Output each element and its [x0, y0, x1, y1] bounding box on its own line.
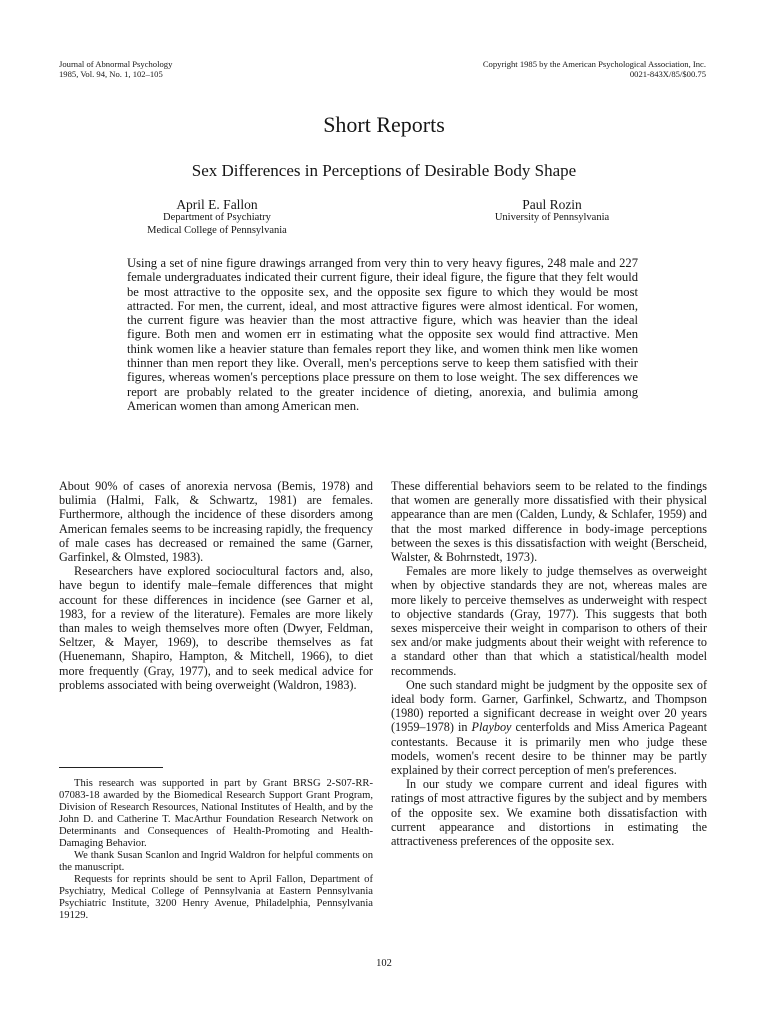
footnote-funding: This research was supported in part by Grant BRSG 2-S07-RR-07083-18 awarded by the Biomedical Research Support Grant Program, Division of Research Resources, National Institutes of Health, and by the John D. and Catherine T. MacArthur Foundation Research Network on Determinants and Consequences of Health-Promoting and Health-Damaging Behavior.: [59, 778, 373, 849]
text-run: One such standard might be judgment by the opposite sex of ideal body form. Garner, Garfinkel, Schwartz, and Thompson (1980) reported a significant decrease in weight over 20 years (1959–1978) in: [391, 677, 707, 735]
italic-journal-name: Playboy: [471, 720, 512, 735]
issn-line: 0021-843X/85/$00.75: [629, 68, 706, 79]
author-affiliation: University of Pennsylvania: [494, 212, 610, 223]
author-name: Paul Rozin: [522, 197, 582, 212]
body-paragraph: These differential behaviors seem to be related to the findings that women are generally more dissatisfied with their physical appearance than are men (Calden, Lundy, & Schlafer, 1959) and that the most marked difference in body-image perceptions between the sexes is this dissatisfaction with weight (Berscheid, Walster, & Bohrnstedt, 1973).: [391, 479, 707, 565]
author-affiliation: Medical College of Pennsylvania: [147, 224, 287, 236]
author-name: April E. Fallon: [176, 197, 258, 212]
body-paragraph: In our study we compare current and ideal figures with ratings of most attractive figures by the subject and by members of the opposite sex. We examine both dissatisfaction with current appearance and distortions in estimating the attractiveness preferences of the opposite sex.: [391, 777, 707, 849]
footnote-reprints: Requests for reprints should be sent to April Fallon, Department of Psychiatry, Medical College of Pennsylvania at Eastern Pennsylvania Psychiatric Institute, 3200 Henry Avenue, Philadelphia, Pennsylvania 19129.: [59, 874, 373, 921]
journal-citation: [59, 60, 172, 79]
page-number: 102: [376, 958, 392, 969]
article-title: Sex Differences in Perceptions of Desirable Body Shape: [191, 161, 577, 180]
author-block-fallon: [112, 197, 322, 237]
journal-name: Journal of Abnormal Psychology: [59, 59, 173, 69]
copyright-line: Copyright 1985 by the American Psychological Association, Inc.: [482, 59, 706, 69]
abstract: Using a set of nine figure drawings arranged from very thin to very heavy figures, 248 male and 227 female undergraduates indicated their current figure, their ideal figure, the figure that they felt would be most attractive to the opposite sex, and the opposite sex figure to which they would be most attracted. For men, the current, ideal, and most attractive figures were almost identical. For women, the current figure was heavier than the most attractive figure, which was heavier than the ideal figure. Both men and women err in estimating what the opposite sex would find attractive. Men think women like a heavier stature than females report they like, and women think men like women thinner than men report they like. Overall, men's perceptions serve to keep them satisfied with their figures, whereas women's perceptions place pressure on them to lose weight. The sex differences we report are probably related to the greater incidence of dieting, anorexia, and bulimia among American women than among American men.: [127, 256, 638, 413]
footnote-acknowledgment: We thank Susan Scanlon and Ingrid Waldron for helpful comments on the manuscript.: [59, 850, 373, 873]
body-column-right: [391, 479, 707, 848]
body-paragraph: Researchers have explored sociocultural factors and, also, have begun to identify male–female differences that might account for these differences in incidence (see Garner et al, 1983, for a review of the literature). Females are more likely than males to weigh themselves more often (Dwyer, Feldman, Seltzer, & Mayer, 1969), to describe themselves as fat (Huenemann, Shapiro, Hampton, & Mitchell, 1966), to diet more frequently (Gray, 1977), and to seek medical advice for problems associated with being overweight (Waldron, 1983).: [59, 564, 373, 692]
author-block-rozin: [448, 197, 656, 225]
body-paragraph: Females are more likely to judge themselves as overweight when by objective standards they are not, whereas males are more likely to perceive themselves as underweight with respect to objective standards (Gray, 1977). This suggests that both sexes misperceive their weight in comparison to others of their sex and/or make judgments about their weight with reference to a standard other than that which a statistical/health model recommends.: [391, 564, 707, 678]
copyright-notice: [483, 60, 706, 79]
footnote-divider: [59, 767, 163, 768]
journal-volume: 1985, Vol. 94, No. 1, 102–105: [59, 68, 163, 79]
section-title: Short Reports: [323, 112, 445, 137]
author-affiliation: Department of Psychiatry: [163, 212, 271, 223]
text-run: centerfolds and Miss America Pageant contestants. Because it is primarily men who judge these models, women's recent desire to be thinner may be partly explained by their correct perception of men's preferences.: [391, 720, 707, 778]
body-paragraph: About 90% of cases of anorexia nervosa (Bemis, 1978) and bulimia (Halmi, Falk, & Schwartz, 1981) are females. Furthermore, although the incidence of these disorders among American females seems to be increasing rapidly, the frequency of male cases has decreased or remained the same (Garner, Garfinkel, & Olmsted, 1983).: [59, 479, 373, 565]
footnotes: [59, 778, 373, 922]
body-paragraph: [391, 678, 707, 777]
body-column-left: [59, 479, 373, 692]
